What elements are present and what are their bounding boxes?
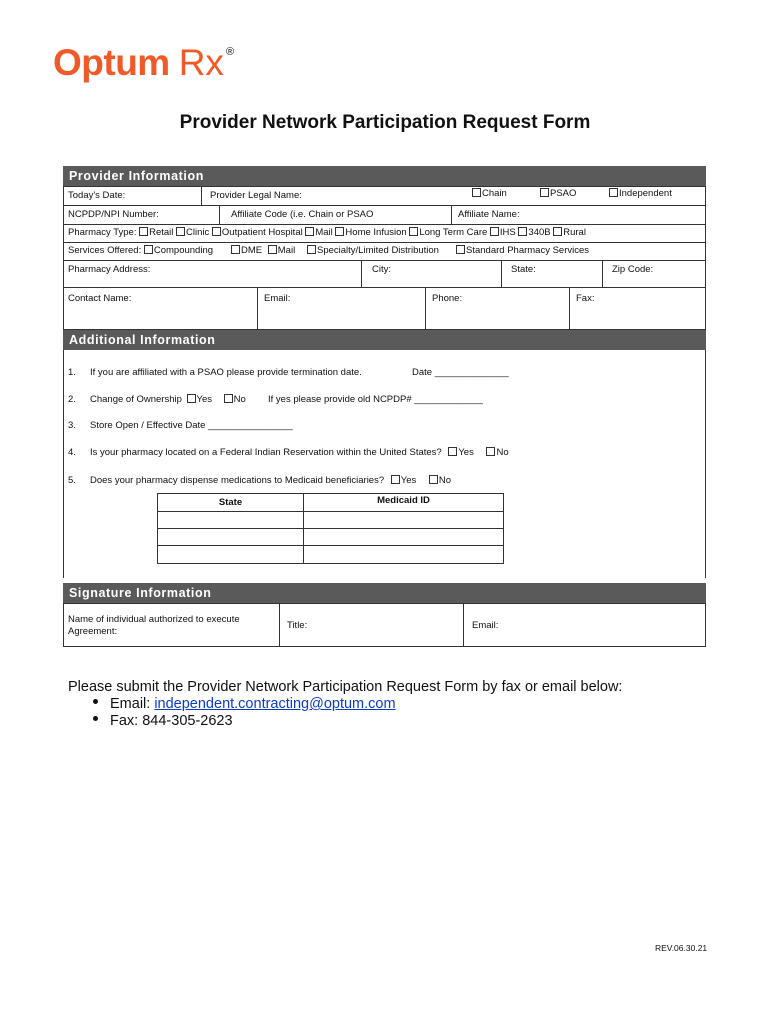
mail-service-label: Mail bbox=[277, 245, 296, 256]
optum-rx-logo bbox=[53, 42, 234, 86]
question-4-group bbox=[90, 447, 509, 458]
logo-optum: Optum bbox=[53, 42, 170, 83]
services-offered-label: Services Offered: bbox=[68, 245, 142, 256]
q4-yes-checkbox[interactable] bbox=[448, 447, 457, 456]
bullet-icon bbox=[93, 699, 98, 704]
medicaid-id-cell[interactable] bbox=[304, 512, 503, 528]
retail-label: Retail bbox=[149, 227, 174, 238]
services-group-3 bbox=[307, 245, 439, 256]
question-4-text: Is your pharmacy located on a Federal Indian Reservation within the United States? bbox=[90, 447, 442, 458]
outpatient-hospital-label: Outpatient Hospital bbox=[221, 227, 303, 238]
services-group-4 bbox=[456, 245, 589, 256]
authorized-name-label-2: Agreement: bbox=[68, 626, 118, 637]
home-infusion-label: Home Infusion bbox=[345, 227, 407, 238]
long-term-care-checkbox[interactable] bbox=[409, 227, 418, 236]
compounding-checkbox[interactable] bbox=[144, 245, 153, 254]
dme-label: DME bbox=[241, 245, 263, 256]
psao-checkbox[interactable] bbox=[540, 188, 549, 197]
q4-yes-label: Yes bbox=[458, 447, 474, 458]
clinic-label: Clinic bbox=[186, 227, 210, 238]
submit-email-item bbox=[93, 696, 396, 712]
q5-yes-label: Yes bbox=[400, 475, 417, 486]
home-infusion-checkbox[interactable] bbox=[335, 227, 344, 236]
ihs-label: IHS bbox=[499, 227, 516, 238]
todays-date-label: Today's Date: bbox=[68, 190, 126, 201]
mail-service-checkbox[interactable] bbox=[268, 245, 277, 254]
additional-information-header: Additional Information bbox=[63, 330, 706, 350]
question-3-text[interactable]: Store Open / Effective Date ________________ bbox=[90, 420, 293, 431]
dme-checkbox[interactable] bbox=[231, 245, 240, 254]
provider-legal-name-label: Provider Legal Name: bbox=[210, 190, 302, 201]
services-group-2 bbox=[231, 245, 295, 256]
city-label: City: bbox=[372, 264, 391, 275]
ncpdp-npi-label: NCPDP/NPI Number: bbox=[68, 209, 159, 220]
submit-email-label: Email: bbox=[110, 696, 155, 712]
medicaid-table bbox=[157, 493, 504, 564]
independent-checkbox[interactable] bbox=[609, 188, 618, 197]
email-label: Email: bbox=[264, 293, 291, 304]
mail-type-checkbox[interactable] bbox=[305, 227, 314, 236]
q5-no-checkbox[interactable] bbox=[429, 475, 438, 484]
independent-option[interactable]: Independent bbox=[609, 188, 672, 199]
signature-title-label: Title: bbox=[287, 620, 308, 631]
chain-checkbox[interactable] bbox=[472, 188, 481, 197]
question-1-date[interactable]: Date ______________ bbox=[412, 367, 509, 378]
q5-yes-checkbox[interactable] bbox=[391, 475, 400, 484]
medicaid-id-cell[interactable] bbox=[304, 546, 503, 562]
rural-checkbox[interactable] bbox=[553, 227, 562, 236]
q5-no-label: No bbox=[438, 475, 452, 486]
medicaid-table-state-header: State bbox=[218, 497, 243, 508]
q4-no-checkbox[interactable] bbox=[486, 447, 495, 456]
submit-email-link[interactable]: independent.contracting@optum.com bbox=[154, 696, 396, 712]
question-2-group bbox=[90, 394, 246, 405]
pharmacy-type-label: Pharmacy Type: bbox=[68, 227, 137, 238]
signature-email-label: Email: bbox=[472, 620, 499, 631]
affiliate-code-label: Affiliate Code (i.e. Chain or PSAO bbox=[231, 209, 374, 220]
medicaid-state-cell[interactable] bbox=[159, 546, 303, 562]
ihs-checkbox[interactable] bbox=[490, 227, 499, 236]
compounding-label: Compounding bbox=[153, 245, 214, 256]
q2-yes-label: Yes bbox=[196, 394, 213, 405]
question-2-number: 2. bbox=[68, 394, 76, 405]
form-title: Provider Network Participation Request Form bbox=[179, 112, 591, 133]
logo-registered: ® bbox=[225, 46, 235, 58]
question-4-number: 4. bbox=[68, 447, 76, 458]
signature-info-grid bbox=[63, 603, 706, 647]
state-label: State: bbox=[511, 264, 536, 275]
question-2-text: Change of Ownership bbox=[90, 394, 182, 405]
zip-code-label: Zip Code: bbox=[612, 264, 654, 275]
medicaid-table-id-header: Medicaid ID bbox=[377, 495, 430, 506]
standard-pharmacy-label: Standard Pharmacy Services bbox=[466, 245, 590, 256]
authorized-name-label-1: Name of individual authorized to execute bbox=[68, 614, 240, 625]
affiliate-name-label: Affiliate Name: bbox=[458, 209, 520, 220]
outpatient-hospital-checkbox[interactable] bbox=[212, 227, 221, 236]
question-5-number: 5. bbox=[68, 475, 76, 486]
rural-label: Rural bbox=[563, 227, 586, 238]
logo-rx: Rx bbox=[178, 42, 224, 83]
question-3-number: 3. bbox=[68, 420, 76, 431]
q2-no-checkbox[interactable] bbox=[224, 394, 233, 403]
question-1-number: 1. bbox=[68, 367, 76, 378]
q2-no-label: No bbox=[233, 394, 246, 405]
medicaid-id-cell[interactable] bbox=[304, 529, 503, 545]
340b-checkbox[interactable] bbox=[518, 227, 527, 236]
phone-label: Phone: bbox=[432, 293, 463, 304]
provider-information-header: Provider Information bbox=[63, 166, 706, 186]
provider-info-grid bbox=[63, 186, 706, 330]
signature-information-header: Signature Information bbox=[63, 583, 706, 603]
medicaid-state-cell[interactable] bbox=[159, 529, 303, 545]
revision-label: REV.06.30.21 bbox=[655, 943, 708, 953]
mail-type-label: Mail bbox=[315, 227, 333, 238]
long-term-care-label: Long Term Care bbox=[419, 227, 488, 238]
standard-pharmacy-checkbox[interactable] bbox=[456, 245, 465, 254]
pharmacy-type-row bbox=[68, 227, 586, 238]
submit-instructions: Please submit the Provider Network Participation Request Form by fax or email below: bbox=[68, 679, 623, 695]
submit-fax: Fax: 844-305-2623 bbox=[110, 713, 233, 729]
specialty-checkbox[interactable] bbox=[307, 245, 316, 254]
question-2-followup[interactable]: If yes please provide old NCPDP# _____________ bbox=[268, 394, 483, 405]
q4-no-label: No bbox=[496, 447, 509, 458]
psao-option[interactable]: PSAO bbox=[540, 188, 576, 199]
specialty-label: Specialty/Limited Distribution bbox=[317, 245, 439, 256]
retail-checkbox[interactable] bbox=[139, 227, 148, 236]
q2-yes-checkbox[interactable] bbox=[187, 394, 196, 403]
contact-name-label: Contact Name: bbox=[68, 293, 132, 304]
fax-label: Fax: bbox=[576, 293, 595, 304]
services-label-group bbox=[68, 245, 213, 256]
clinic-checkbox[interactable] bbox=[176, 227, 185, 236]
question-5-group bbox=[90, 475, 451, 486]
question-1-text: If you are affiliated with a PSAO please provide termination date. bbox=[90, 367, 362, 378]
bullet-icon bbox=[93, 716, 98, 721]
chain-option[interactable]: Chain bbox=[472, 188, 507, 199]
submit-fax-item bbox=[93, 713, 233, 729]
340b-label: 340B bbox=[528, 227, 551, 238]
question-5-text: Does your pharmacy dispense medications to Medicaid beneficiaries? bbox=[90, 475, 385, 486]
medicaid-state-cell[interactable] bbox=[159, 512, 303, 528]
pharmacy-address-label: Pharmacy Address: bbox=[68, 264, 151, 275]
